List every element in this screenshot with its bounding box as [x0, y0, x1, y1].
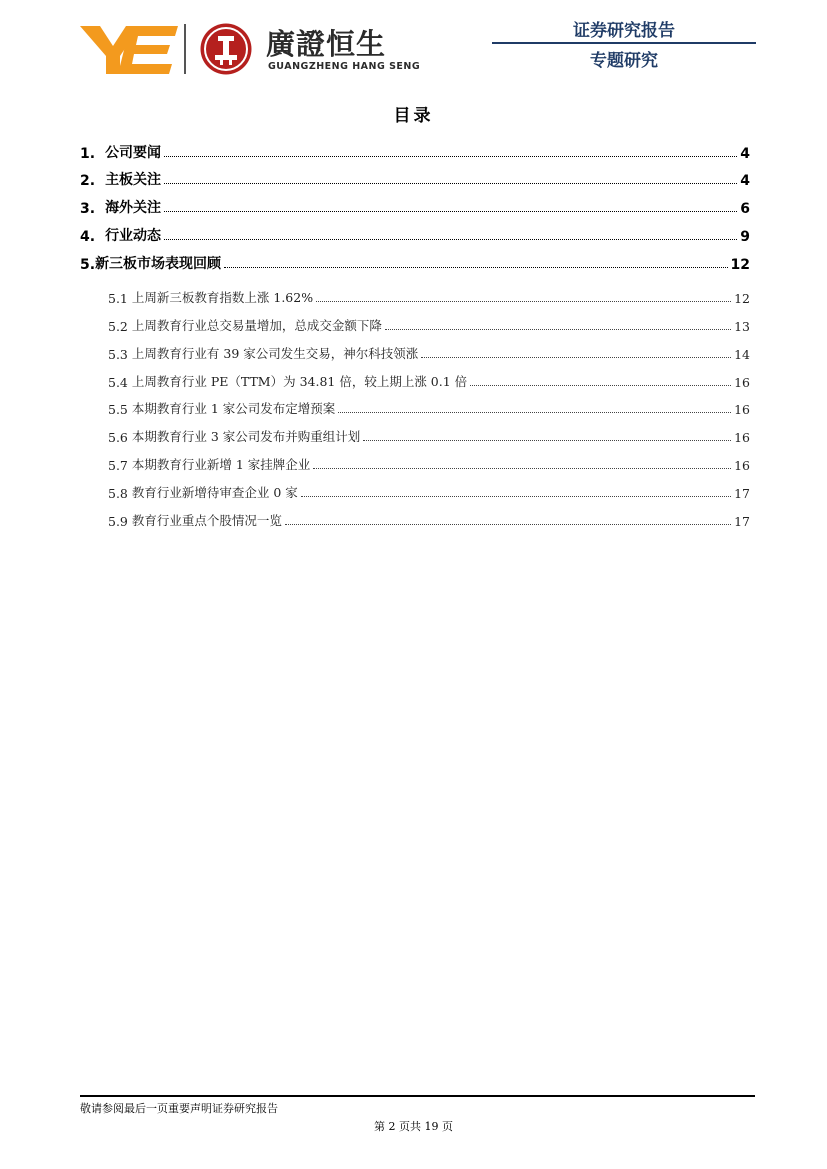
toc-subentry-page: 17 — [734, 514, 750, 529]
logo-divider — [184, 24, 186, 74]
toc-subentry-number: 5.7 — [108, 458, 128, 473]
toc-subentry-label: 上周教育行业 PE（TTM）为 34.81 倍，较上期上涨 0.1 倍 — [131, 374, 468, 389]
toc-leader-dots — [164, 156, 737, 157]
toc-leader-dots — [164, 211, 737, 212]
toc-subentry-label: 上周教育行业有 39 家公司发生交易，神尔科技领涨 — [131, 346, 419, 361]
toc-subentry-page: 16 — [734, 402, 750, 417]
toc-subentry-page: 17 — [734, 486, 750, 501]
toc-subentry-5-5[interactable] — [108, 397, 750, 417]
toc-leader-dots — [164, 183, 737, 184]
toc-subentry-5-9[interactable] — [108, 509, 750, 529]
toc-entry-1[interactable] — [80, 140, 750, 162]
toc-leader-dots — [164, 239, 737, 240]
seal-logo-icon — [199, 22, 253, 76]
toc-leader-dots — [313, 468, 731, 469]
toc-subentry-page: 13 — [734, 319, 750, 334]
toc-subentry-5-3[interactable] — [108, 342, 750, 362]
toc-subentry-label: 教育行业新增待审查企业 0 家 — [131, 485, 298, 500]
toc-entry-label: 海外关注 — [105, 200, 162, 216]
brand-name-en: GUANGZHENG HANG SENG — [268, 61, 421, 72]
toc-subentry-label: 本期教育行业 1 家公司发布定增预案 — [131, 401, 336, 416]
toc-entry-number: 2. — [80, 173, 96, 189]
toc-subentry-number: 5.9 — [108, 514, 128, 529]
toc-leader-dots — [421, 357, 731, 358]
toc-entry-5[interactable] — [80, 251, 750, 273]
toc-subentry-page: 14 — [734, 347, 750, 362]
toc-subentry-label: 上周教育行业总交易量增加，总成交金额下降 — [131, 318, 382, 333]
toc-subentry-number: 5.6 — [108, 430, 128, 445]
toc-entry-page: 9 — [740, 229, 750, 245]
company-logo — [80, 20, 440, 80]
footer-divider — [80, 1095, 755, 1097]
page-number: 第 2 页共 19 页 — [374, 1120, 453, 1133]
toc-entry-3[interactable] — [80, 195, 750, 217]
toc-subentry-number: 5.5 — [108, 402, 128, 417]
page-header — [0, 0, 827, 90]
toc-entry-number: 3. — [80, 201, 96, 217]
toc-entry-number: 4. — [80, 229, 96, 245]
toc-subentry-label: 教育行业重点个股情况一览 — [131, 513, 282, 528]
toc-title: 目录 — [393, 106, 434, 126]
toc-leader-dots — [385, 329, 731, 330]
toc-entry-2[interactable] — [80, 167, 750, 189]
toc-entry-label: 主板关注 — [105, 172, 162, 188]
toc-leader-dots — [224, 267, 727, 268]
toc-entry-number: 1. — [80, 146, 96, 162]
toc-subentry-number: 5.2 — [108, 319, 128, 334]
toc-leader-dots — [285, 524, 731, 525]
toc-subentry-number: 5.4 — [108, 375, 128, 390]
toc-subentry-page: 16 — [734, 430, 750, 445]
toc-entry-label: 行业动态 — [105, 228, 162, 244]
toc-subentry-label: 本期教育行业 3 家公司发布并购重组计划 — [131, 429, 361, 444]
toc-leader-dots — [470, 385, 731, 386]
toc-subentry-5-7[interactable] — [108, 453, 750, 473]
toc-entry-page: 4 — [740, 173, 750, 189]
toc-leader-dots — [363, 440, 731, 441]
toc-entry-page: 4 — [740, 146, 750, 162]
report-subtype: 专题研究 — [590, 51, 658, 71]
report-type: 证券研究报告 — [573, 21, 675, 41]
toc-subentry-page: 12 — [734, 291, 750, 306]
toc-subentry-number: 5.8 — [108, 486, 128, 501]
toc-leader-dots — [338, 412, 731, 413]
toc-entry-number: 5. — [80, 257, 96, 273]
header-divider — [492, 42, 756, 44]
toc-entry-label: 公司要闻 — [105, 145, 162, 161]
footer-disclaimer: 敬请参阅最后一页重要声明证券研究报告 — [80, 1102, 278, 1115]
toc-entry-page: 6 — [740, 201, 750, 217]
toc-subentry-label: 本期教育行业新增 1 家挂牌企业 — [131, 457, 311, 472]
brand-name-cn: 廣證恒生 — [266, 27, 387, 61]
toc-leader-dots — [316, 301, 731, 302]
toc-subentry-number: 5.3 — [108, 347, 128, 362]
toc-entry-label: 新三板市场表现回顾 — [95, 256, 222, 272]
toc-entry-page: 12 — [730, 257, 750, 273]
toc-leader-dots — [301, 496, 731, 497]
toc-subentry-5-6[interactable] — [108, 425, 750, 445]
toc-subentry-5-8[interactable] — [108, 481, 750, 501]
toc-subentry-5-1[interactable] — [108, 286, 750, 306]
toc-subentry-page: 16 — [734, 458, 750, 473]
ye-logo-icon — [80, 24, 180, 76]
toc-subentry-5-4[interactable] — [108, 370, 750, 390]
toc-subentry-5-2[interactable] — [108, 314, 750, 334]
toc-subentry-number: 5.1 — [108, 291, 128, 306]
toc-subentry-page: 16 — [734, 375, 750, 390]
toc-subentry-label: 上周新三板教育指数上涨 1.62% — [131, 290, 314, 305]
toc-entry-4[interactable] — [80, 223, 750, 245]
